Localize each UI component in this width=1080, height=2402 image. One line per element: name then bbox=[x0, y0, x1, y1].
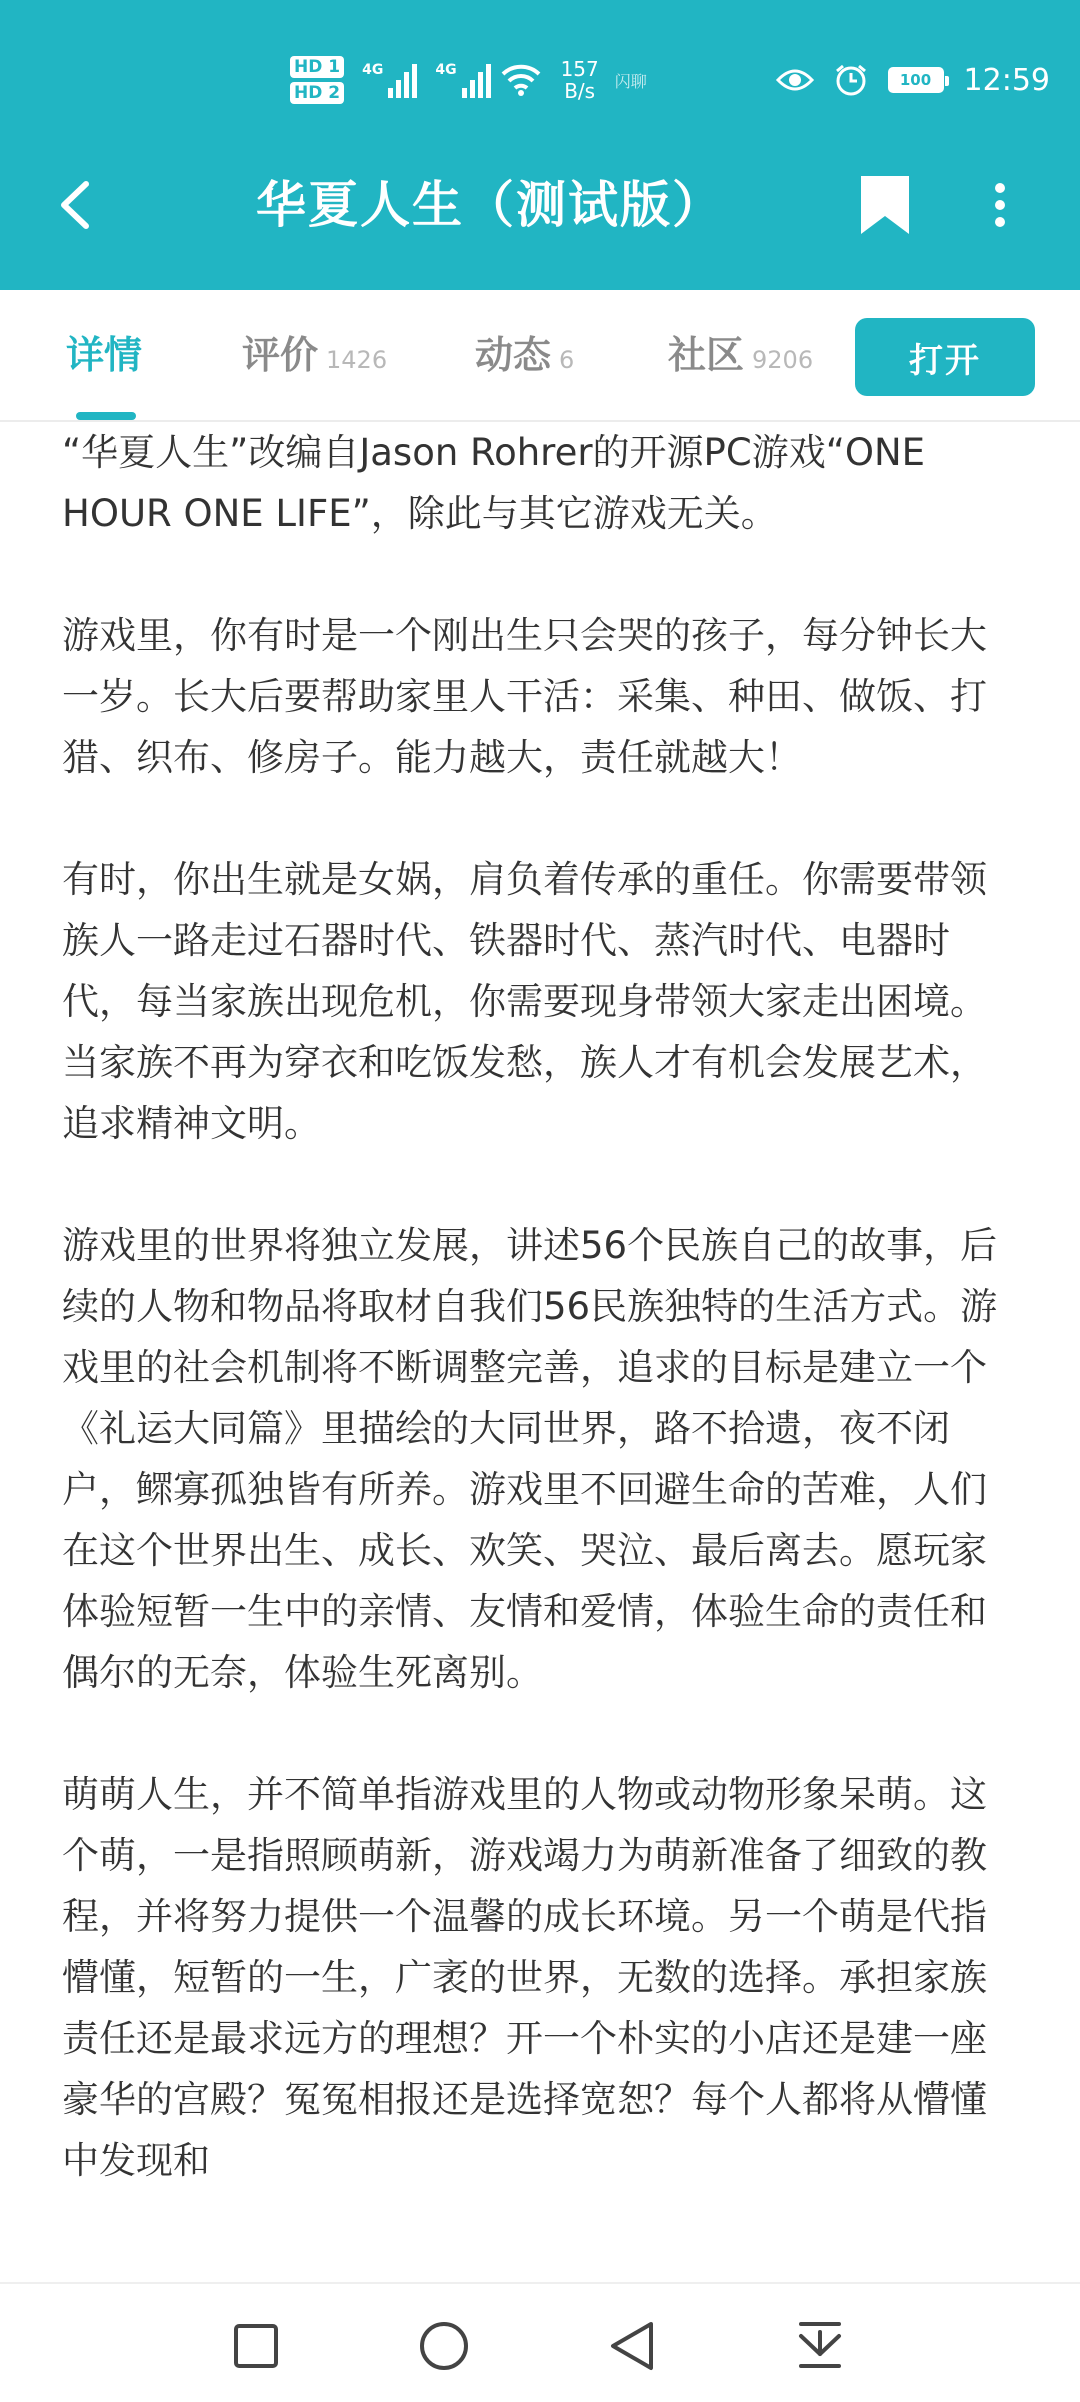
battery-icon: 100 bbox=[888, 67, 944, 93]
open-button[interactable]: 打开 bbox=[855, 318, 1035, 396]
tab-count: 6 bbox=[559, 346, 575, 374]
tab-label: 动态 bbox=[475, 333, 552, 377]
tab-details[interactable] bbox=[66, 320, 142, 390]
status-bar bbox=[0, 0, 1080, 130]
eye-icon bbox=[776, 66, 814, 94]
back-button[interactable] bbox=[40, 170, 110, 240]
circle-icon bbox=[418, 2320, 470, 2372]
app-bar bbox=[0, 140, 1080, 270]
description-paragraph: 有时，你出生就是女娲，肩负着传承的重任。你需要带领族人一路走过石器时代、铁器时代、蒸汽时代、电器时代，每当家族出现危机，你需要现身带领大家走出困境。当家族不再为穿衣和吃饭发愁，族人才有机会发展艺术，追求精神文明。 bbox=[62, 858, 987, 1145]
tab-updates[interactable] bbox=[475, 320, 574, 390]
recents-button[interactable] bbox=[216, 2306, 296, 2386]
description-content bbox=[62, 422, 1022, 2282]
network-speed: 157 B/s bbox=[560, 57, 599, 103]
brand-label: 闪聊 bbox=[614, 71, 647, 91]
description-paragraph: “华夏人生”改编自Jason Rohrer的开源PC游戏“ONE HOUR ONE LIFE”，除此与其它游戏无关。 bbox=[62, 431, 926, 535]
home-button[interactable] bbox=[404, 2306, 484, 2386]
sim1-badge: HD 1 bbox=[290, 56, 344, 78]
square-icon bbox=[232, 2322, 280, 2370]
clock: 12:59 bbox=[963, 62, 1050, 98]
sim2-badge: HD 2 bbox=[290, 82, 344, 104]
tab-label: 社区 bbox=[668, 333, 745, 377]
more-vertical-icon bbox=[992, 180, 1008, 230]
pull-down-icon bbox=[797, 2320, 843, 2372]
header bbox=[0, 0, 1080, 290]
tab-count: 9206 bbox=[752, 346, 814, 374]
tab-label: 详情 bbox=[66, 333, 143, 377]
description-paragraph: 萌萌人生，并不简单指游戏里的人物或动物形象呆萌。这个萌，一是指照顾萌新，游戏竭力为萌新准备了细致的教程，并将努力提供一个温馨的成长环境。另一个萌是代指懵懂，短暂的一生，广袤的世界，无数的选择。承担家族责任还是最求远方的理想？开一个朴实的小店还是建一座豪华的宫殿？冤冤相报还是选择宽恕？每个人都将从懵懂中发现和 bbox=[62, 1773, 987, 2182]
page-title: 华夏人生（测试版） bbox=[256, 176, 724, 234]
tab-label: 评价 bbox=[242, 333, 319, 377]
status-left bbox=[290, 48, 647, 112]
bookmark-button[interactable] bbox=[850, 168, 920, 242]
notification-shade-button[interactable] bbox=[780, 2306, 860, 2386]
status-right bbox=[776, 56, 1050, 104]
triangle-back-icon bbox=[607, 2320, 657, 2372]
tab-community[interactable] bbox=[668, 320, 813, 390]
system-navigation-bar bbox=[0, 2282, 1080, 2402]
tab-bar bbox=[0, 290, 1080, 422]
sim-indicators bbox=[290, 56, 344, 104]
tab-count: 1426 bbox=[326, 346, 388, 374]
tab-reviews[interactable] bbox=[242, 320, 387, 390]
back-arrow-icon bbox=[58, 180, 92, 230]
alarm-icon bbox=[834, 63, 868, 97]
description-paragraph: 游戏里，你有时是一个刚出生只会哭的孩子，每分钟长大一岁。长大后要帮助家里人干活：采集、种田、做饭、打猎、织布、修房子。能力越大，责任就越大！ bbox=[62, 614, 987, 779]
signal-icon: 4G bbox=[435, 62, 490, 98]
bookmark-icon bbox=[857, 174, 913, 236]
more-options-button[interactable] bbox=[965, 168, 1035, 242]
wifi-icon bbox=[501, 64, 541, 96]
back-nav-button[interactable] bbox=[592, 2306, 672, 2386]
description-paragraph: 游戏里的世界将独立发展，讲述56个民族自己的故事，后续的人物和物品将取材自我们56民族独特的生活方式。游戏里的社会机制将不断调整完善，追求的目标是建立一个《礼运大同篇》里描绘的大同世界，路不拾遗，夜不闭户，鳏寡孤独皆有所养。游戏里不回避生命的苦难，人们在这个世界出生、成长、欢笑、哭泣、最后离去。愿玩家体验短暂一生中的亲情、友情和爱情，体验生命的责任和偶尔的无奈，体验生死离别。 bbox=[62, 1224, 998, 1694]
active-tab-indicator bbox=[76, 412, 136, 420]
signal-icon: 4G bbox=[362, 62, 417, 98]
